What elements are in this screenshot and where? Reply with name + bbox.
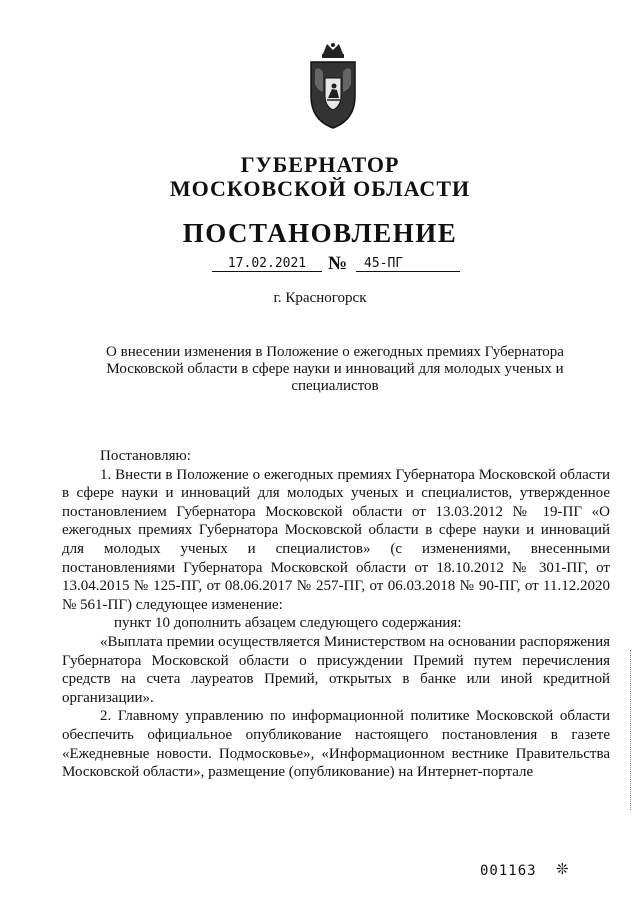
paragraph-1-sub: пункт 10 дополнить абзацем следующего содержания:: [114, 615, 462, 632]
document-body: [62, 447, 610, 782]
issuer-title-line1: ГУБЕРНАТОР: [240, 152, 400, 177]
document-date: 17.02.2021: [212, 256, 322, 272]
decree-word: Постановляю:: [100, 448, 191, 464]
coat-of-arms-icon: [301, 40, 365, 130]
document-subject: О внесении изменения в Положение о ежегодных премиях Губернатора Московской области в сфере науки и инноваций для молодых ученых и специалистов: [106, 344, 564, 394]
scan-edge-mark: [630, 650, 637, 810]
paragraph-1: 1. Внести в Положение о ежегодных премиях Губернатора Московской области в сфере науки и инноваций для молодых ученых и специалистов, утвержденное постановлением Губернатора Московской области от 13.03.2012 № 19-ПГ «О ежегодных премиях Губернатора Московской области в сфере науки и инноваций для молодых ученых и специалистов» (с изменениями, внесенными постановлениями Губернатора Московской области от 18.10.2012 № 301-ПГ, от 13.04.2015 № 125-ПГ, от 08.06.2017 № 257-ПГ, от 06.03.2018 № 90-ПГ, от 11.12.2020 № 561-ПГ) следующее изменение:: [62, 466, 610, 613]
serial-number: 001163: [480, 863, 537, 879]
number-sign: №: [328, 253, 348, 274]
asterisk-mark-icon: ❊: [556, 862, 569, 878]
document-type-title: ПОСТАНОВЛЕНИЕ: [182, 218, 458, 248]
paragraph-2: 2. Главному управлению по информационной политике Московской области обеспечить официальное опубликование настоящего постановления в газете «Ежедневные новости. Подмосковье», «Информационном вестнике Правительства Московской области», размещение (опубликование) на Интернет-портале: [62, 708, 610, 781]
date-number-line: [0, 253, 640, 280]
paragraph-1-quote: «Выплата премии осуществляется Министерством на основании распоряжения Губернатора Московской области о присуждении Премий путем перечисления средств на счета лауреатов Премий, открытых в банке или иной кредитной организации».: [62, 633, 610, 706]
issuer-title-line2: МОСКОВСКОЙ ОБЛАСТИ: [169, 176, 471, 201]
document-number: 45-ПГ: [356, 256, 460, 272]
issue-city: г. Красногорск: [273, 290, 367, 306]
